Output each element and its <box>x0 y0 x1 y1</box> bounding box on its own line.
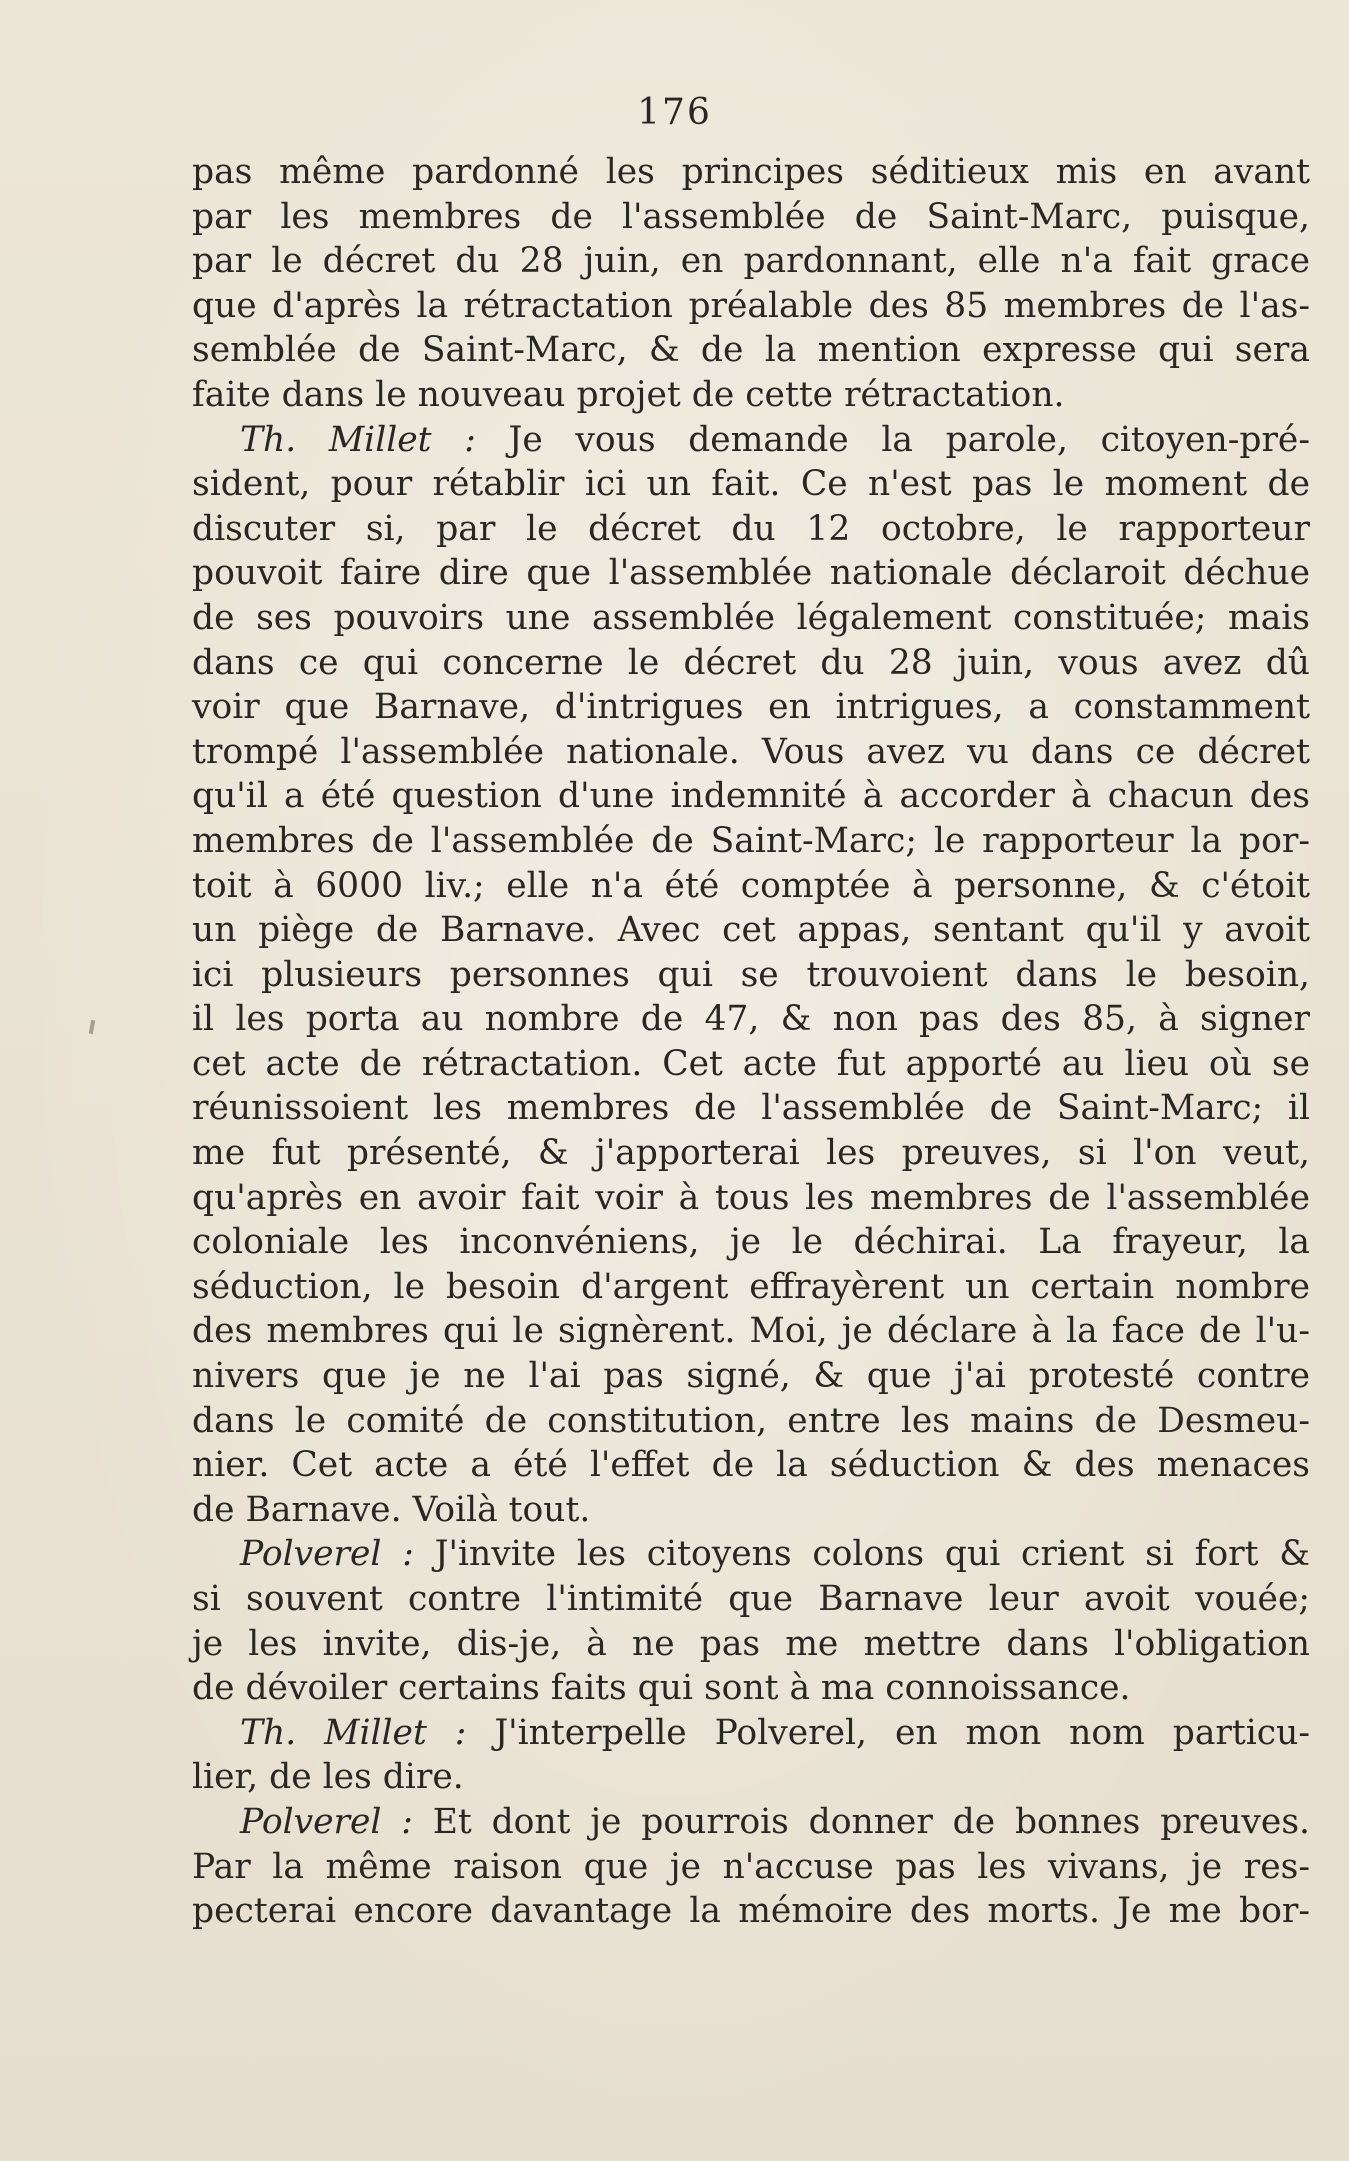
line-text: réunissoient les membres de l'assemblée de Saint-Marc; il <box>192 1088 1310 1129</box>
text-line <box>192 551 1310 596</box>
text-line <box>192 195 1310 240</box>
line-text: séduction, le besoin d'argent effrayèrent un certain nombre <box>192 1266 1310 1307</box>
text-line <box>192 1443 1310 1488</box>
line-text: je les invite, dis-je, à ne pas me mettre dans l'obligation <box>192 1623 1310 1664</box>
page-number: 176 <box>637 92 712 133</box>
line-text: par les membres de l'assemblée de Saint-Marc, puisque, <box>192 196 1310 237</box>
line-text: des membres qui le signèrent. Moi, je déclare à la face de l'u- <box>192 1311 1310 1352</box>
text-line <box>192 864 1310 909</box>
text-line <box>192 1399 1310 1444</box>
text-line <box>192 284 1310 329</box>
text-line <box>192 1086 1310 1131</box>
speaker-name: Th. Millet : <box>240 1712 467 1753</box>
text-line <box>192 150 1310 195</box>
text-line <box>192 774 1310 819</box>
line-text: pas même pardonné les principes séditieux mis en avant <box>192 152 1310 192</box>
line-text: membres de l'assemblée de Saint-Marc; le rapporteur la por- <box>192 820 1310 861</box>
line-text: lier, de les dire. <box>192 1757 464 1798</box>
line-text: nivers que je ne l'ai pas signé, & que j'ai protesté contre <box>192 1356 1310 1397</box>
line-text: voir que Barnave, d'intrigues en intrigues, a constamment <box>192 687 1310 728</box>
line-text: Je vous demande la parole, citoyen-pré- <box>508 419 1311 460</box>
line-text: coloniale les inconvéniens, je le déchirai. La frayeur, la <box>192 1222 1310 1263</box>
line-text: de dévoiler certains faits qui sont à ma connoissance. <box>192 1668 1131 1709</box>
line-text: J'invite les citoyens colons qui crient si fort & <box>434 1534 1311 1575</box>
text-line <box>192 1265 1310 1310</box>
text-line <box>192 1176 1310 1221</box>
line-text: dans ce qui concerne le décret du 28 juin, vous avez dû <box>192 642 1310 683</box>
text-line <box>192 1622 1310 1667</box>
text-line <box>192 1220 1310 1265</box>
line-text: sident, pour rétablir ici un fait. Ce n'est pas le moment de <box>192 464 1310 505</box>
line-text: ici plusieurs personnes qui se trouvoient dans le besoin, <box>192 954 1310 995</box>
line-text: si souvent contre l'intimité que Barnave leur avoit vouée; <box>192 1579 1310 1619</box>
line-text: nier. Cet acte a été l'effet de la séduction & des menaces <box>192 1445 1310 1486</box>
speaker-name: Th. Millet : <box>240 419 476 460</box>
text-line <box>192 507 1310 552</box>
text-line <box>192 1354 1310 1399</box>
text-line <box>192 1042 1310 1087</box>
line-text: qu'après en avoir fait voir à tous les membres de l'assemblée <box>192 1177 1310 1218</box>
text-line <box>192 328 1310 373</box>
text-line <box>192 1488 1310 1533</box>
line-text: trompé l'assemblée nationale. Vous avez vu dans ce décret <box>192 731 1310 772</box>
body-text <box>192 150 1310 1934</box>
text-line <box>192 1577 1310 1622</box>
line-text: cet acte de rétractation. Cet acte fut apporté au lieu où se <box>192 1043 1310 1084</box>
line-text: me fut présenté, & j'apporterai les preuves, si l'on veut, <box>192 1133 1310 1174</box>
text-line <box>192 462 1310 507</box>
line-text: par le décret du 28 juin, en pardonnant, elle n'a fait grace <box>192 241 1310 282</box>
text-line <box>192 1889 1310 1934</box>
line-text: Et dont je pourrois donner de bonnes preuves. <box>432 1801 1310 1842</box>
text-line <box>192 1131 1310 1176</box>
text-line <box>192 641 1310 686</box>
line-text: toit à 6000 liv.; elle n'a été comptée à personne, & c'étoit <box>192 865 1310 906</box>
speaker-name: Polverel : <box>240 1801 413 1842</box>
line-text: de Barnave. Voilà tout. <box>192 1489 591 1530</box>
line-text: que d'après la rétractation préalable des 85 membres de l'as- <box>192 285 1310 326</box>
text-line <box>192 596 1310 641</box>
line-text: il les porta au nombre de 47, & non pas des 85, à signer <box>192 999 1310 1040</box>
text-line <box>192 685 1310 730</box>
line-text: Par la même raison que je n'accuse pas les vivans, je res- <box>192 1846 1310 1887</box>
text-line <box>192 239 1310 284</box>
text-line <box>192 730 1310 775</box>
margin-mark <box>89 1020 95 1034</box>
line-text: faite dans le nouveau projet de cette rétractation. <box>192 374 1065 415</box>
text-line <box>192 1666 1310 1711</box>
text-line <box>192 418 1310 463</box>
line-text: semblée de Saint-Marc, & de la mention expresse qui sera <box>192 330 1310 371</box>
text-line <box>192 1755 1310 1800</box>
speaker-name: Polverel : <box>240 1534 414 1575</box>
text-line <box>192 819 1310 864</box>
text-line <box>192 1532 1310 1577</box>
line-text: qu'il a été question d'une indemnité à accorder à chacun des <box>192 776 1310 817</box>
text-line <box>192 373 1310 418</box>
line-text: pecterai encore davantage la mémoire des morts. Je me bor- <box>192 1891 1310 1932</box>
text-line <box>192 953 1310 998</box>
text-line <box>192 1845 1310 1890</box>
text-line <box>192 908 1310 953</box>
text-line <box>192 997 1310 1042</box>
text-line <box>192 1800 1310 1845</box>
text-line <box>192 1711 1310 1756</box>
line-text: un piège de Barnave. Avec cet appas, sentant qu'il y avoit <box>192 910 1310 951</box>
line-text: de ses pouvoirs une assemblée légalement constituée; mais <box>192 597 1310 638</box>
line-text: J'interpelle Polverel, en mon nom particu- <box>494 1712 1311 1753</box>
line-text: discuter si, par le décret du 12 octobre, le rapporteur <box>192 508 1310 549</box>
line-text: dans le comité de constitution, entre les mains de Desmeu- <box>192 1400 1310 1441</box>
line-text: pouvoit faire dire que l'assemblée nationale déclaroit déchue <box>192 553 1310 594</box>
text-line <box>192 1309 1310 1354</box>
